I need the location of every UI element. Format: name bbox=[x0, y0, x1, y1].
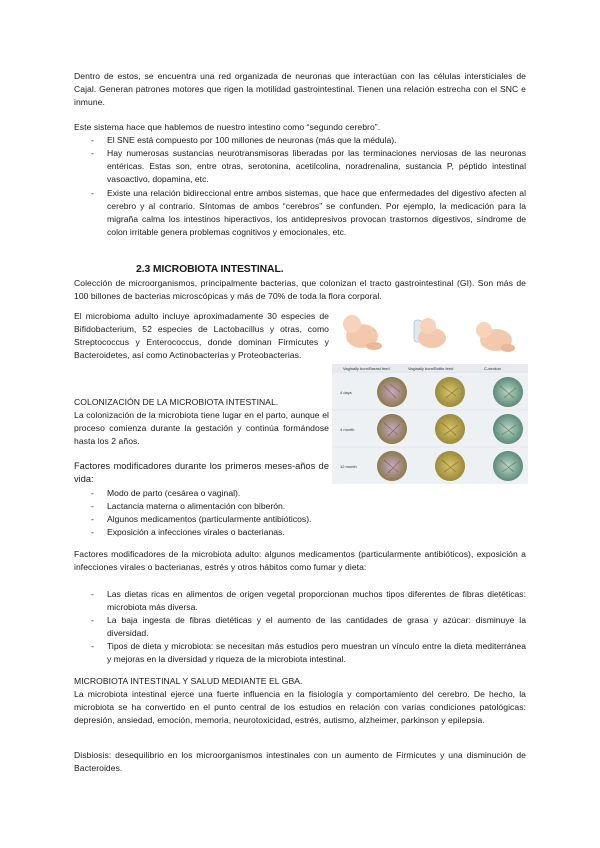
paragraph-segundo-cerebro: Este sistema hace que hablemos de nuestro intestino como “segundo cerebro”. bbox=[74, 122, 381, 132]
subheading-colonizacion: COLONIZACIÓN DE LA MICROBIOTA INTESTINAL. bbox=[74, 397, 279, 407]
paragraph-disbiosis: Disbiosis: desequilibrio en los microorganismos intestinales con un aumento de Firmicutes y una disminución de Bacteroides. bbox=[74, 750, 526, 773]
subheading-salud-gba: MICROBIOTA INTESTINAL Y SALUD MEDIANTE EL GBA. bbox=[74, 676, 303, 686]
list-item: - Algunos medicamentos (particularmente antibióticos). bbox=[91, 514, 312, 524]
microbiota-infant-figure bbox=[332, 306, 528, 484]
paragraph-factores-adulto: Factores modificadores de la microbiota adulto: algunos medicamentos (particularmente antibióticos), exposición a infecciones virales o bacterianas, estrés y otros hábitos como fumar y dieta: bbox=[74, 549, 526, 572]
microbiota-illustration bbox=[332, 306, 528, 484]
figure-row-label: 4 days bbox=[340, 390, 352, 395]
list-item: - Existe una relación bidireccional entre ambos sistemas, que hace que enfermedades del digestivo afecten al cerebro y al contrario. Síntomas de ambos “cerebros” se confunden. Por ejemplo, la medicación para la migraña calma los intestinos hiperactivos, los antidepresivos provocan trastornos digestivos, síndrome de colon irritable genera problemas cognitivos y emocionales, etc. bbox=[91, 188, 526, 237]
figure-column-label: Vaginally born/Bottle feed bbox=[408, 366, 454, 371]
section-heading-microbiota: 2.3 MICROBIOTA INTESTINAL. bbox=[136, 264, 284, 275]
figure-column-label: Vaginally born/Breast feed bbox=[343, 366, 390, 371]
list-item: - Lactancia materna o alimentación con biberón. bbox=[91, 501, 286, 511]
paragraph-influencia: La microbiota intestinal ejerce una fuerte influencia en la fisiología y comportamiento del cerebro. De hecho, la microbiota se ha convertido en el punto central de los estudios en relación con varias condiciones patológicas: depresión, ansiedad, emoción, memoria, neurotoxicidad, estrés, autismo, alzheimer, parkinson y epilepsia. bbox=[74, 689, 526, 725]
paragraph-microbioma-adulto: El microbioma adulto incluye aproximadamente 30 especies de Bifidobacterium, 52 especies de Lactobacillus y otras, como Streptococcus y Enterococcus, donde dominan Firmicutes y Bacteroidetes, así como Actinobacterias y Proteobacterias. bbox=[74, 311, 329, 360]
list-item: - Las dietas ricas en alimentos de origen vegetal proporcionan muchos tipos diferentes de fibras dietéticas: microbiota más diversa. bbox=[91, 589, 526, 612]
list-item: - El SNE está compuesto por 100 millones de neuronas (más que la médula). bbox=[91, 135, 397, 145]
paragraph-cajal: Dentro de estos, se encuentra una red organizada de neuronas que interactúan con las células intersticiales de Cajal. Generan patrones motores que rigen la motilidad gastrointestinal. Tienen una relación estrecha con el SNC e inmune. bbox=[74, 71, 526, 107]
figure-row-label: 4 month bbox=[340, 427, 355, 432]
paragraph-colonizacion: La colonización de la microbiota tiene lugar en el parto, aunque el proceso comienza durante la gestación y continúa formándose hasta los 2 años. bbox=[74, 410, 329, 446]
list-item: - Exposición a infecciones virales o bacterianas. bbox=[91, 527, 285, 537]
list-item: - Modo de parto (cesárea o vaginal). bbox=[91, 488, 241, 498]
list-item: - La baja ingesta de fibras dietéticas y el aumento de las cantidades de grasa y azúcar: disminuye la diversidad. bbox=[91, 615, 526, 638]
list-item: - Hay numerosas sustancias neurotransmisoras liberadas por las terminaciones nerviosas de las neuronas entéricas. Estas son, entre otras, serotonina, acetilcolina, noradrenalina, sustancia P, péptido intestinal vasoactivo, dopamina, etc. bbox=[91, 148, 526, 184]
figure-row-label: 12 month bbox=[340, 464, 357, 469]
figure-column-label: C-section bbox=[484, 366, 501, 371]
microbiota-sample-circles bbox=[377, 377, 523, 481]
paragraph-coleccion: Colección de microorganismos, principalmente bacterias, que colonizan el tracto gastrointestinal (GI). Son más de 100 billones de bacterias microscópicas y más de 70% de toda la flora corporal. bbox=[74, 278, 526, 301]
paragraph-factores-meses: Factores modificadores durante los primeros meses-años de vida: bbox=[74, 461, 329, 484]
list-item: - Tipos de dieta y microbiota: se necesitan más estudios pero muestran un vínculo entre la dieta mediterránea y mejoras en la diversidad y riqueza de la microbiota intestinal. bbox=[91, 641, 526, 664]
